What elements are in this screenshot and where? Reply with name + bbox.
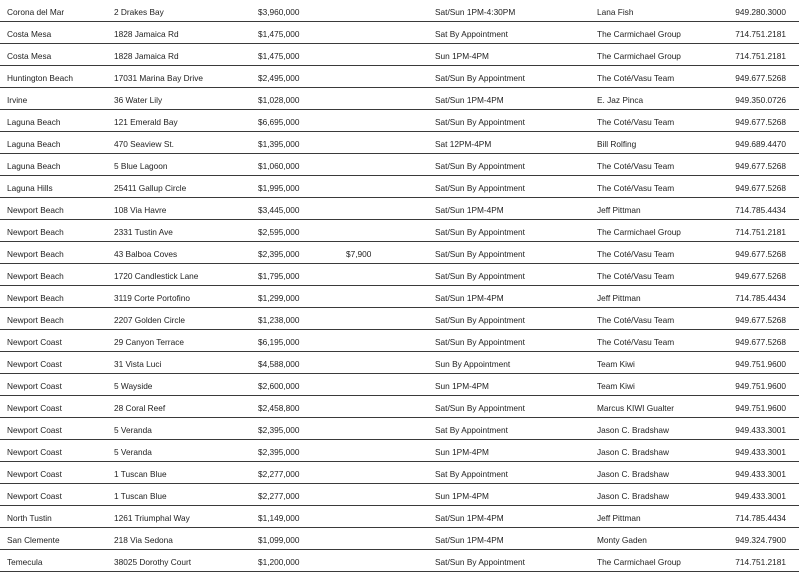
- listing-city: Costa Mesa: [7, 51, 52, 61]
- listing-city: Newport Coast: [7, 491, 62, 501]
- table-row: [0, 22, 799, 44]
- listing-city: Newport Coast: [7, 403, 62, 413]
- listing-address: 2207 Golden Circle: [114, 315, 186, 325]
- listing-agent: Jason C. Bradshaw: [597, 469, 669, 479]
- table-row: [0, 220, 799, 242]
- listing-schedule: Sat/Sun 1PM-4PM: [435, 535, 504, 545]
- listing-city: Newport Coast: [7, 469, 62, 479]
- listing-price: $3,960,000: [258, 7, 300, 17]
- listing-city: Corona del Mar: [7, 7, 65, 17]
- listing-phone: 714.751.2181: [735, 227, 786, 237]
- listing-price: $1,060,000: [258, 161, 300, 171]
- listing-address: 36 Water Lily: [114, 95, 163, 105]
- table-row: [0, 286, 799, 308]
- table-row: [0, 176, 799, 198]
- listing-agent: The Carmichael Group: [597, 51, 681, 61]
- listing-address: 218 Via Sedona: [114, 535, 173, 545]
- listing-phone: 714.751.2181: [735, 557, 786, 567]
- listing-address: 108 Via Havre: [114, 205, 167, 215]
- listing-phone: 949.677.5268: [735, 117, 786, 127]
- table-row: [0, 132, 799, 154]
- table-row: [0, 110, 799, 132]
- listing-price: $2,595,000: [258, 227, 300, 237]
- listing-schedule: Sat/Sun By Appointment: [435, 337, 525, 347]
- listing-phone: 949.280.3000: [735, 7, 786, 17]
- listing-address: 31 Vista Luci: [114, 359, 162, 369]
- table-row: [0, 528, 799, 550]
- listing-schedule: Sat/Sun 1PM-4:30PM: [435, 7, 516, 17]
- listing-phone: 714.751.2181: [735, 51, 786, 61]
- listing-phone: 949.677.5268: [735, 315, 786, 325]
- listing-schedule: Sun 1PM-4PM: [435, 491, 489, 501]
- listing-address: 1 Tuscan Blue: [114, 491, 167, 501]
- listing-agent: The Coté/Vasu Team: [597, 337, 675, 347]
- listing-city: Temecula: [7, 557, 43, 567]
- listing-phone: 949.677.5268: [735, 271, 786, 281]
- listing-price: $2,458,800: [258, 403, 300, 413]
- listing-phone: 949.324.7900: [735, 535, 786, 545]
- listing-phone: 949.433.3001: [735, 447, 786, 457]
- table-row: [0, 396, 799, 418]
- listing-phone: 949.433.3001: [735, 491, 786, 501]
- listing-price: $2,277,000: [258, 469, 300, 479]
- listing-address: 121 Emerald Bay: [114, 117, 178, 127]
- listing-schedule: Sat/Sun By Appointment: [435, 271, 525, 281]
- listing-agent: The Coté/Vasu Team: [597, 161, 675, 171]
- listing-agent: The Coté/Vasu Team: [597, 117, 675, 127]
- listing-city: Laguna Hills: [7, 183, 53, 193]
- listing-price: $1,149,000: [258, 513, 300, 523]
- listing-schedule: Sun By Appointment: [435, 359, 511, 369]
- listing-city: Costa Mesa: [7, 29, 52, 39]
- listing-price: $4,588,000: [258, 359, 300, 369]
- listing-city: Newport Beach: [7, 315, 64, 325]
- table-row: [0, 264, 799, 286]
- listing-agent: Monty Gaden: [597, 535, 647, 545]
- listing-city: Laguna Beach: [7, 117, 61, 127]
- listing-phone: 949.751.9600: [735, 381, 786, 391]
- listing-agent: Jason C. Bradshaw: [597, 491, 669, 501]
- listing-address: 1261 Triumphal Way: [114, 513, 190, 523]
- listing-schedule: Sat/Sun By Appointment: [435, 227, 525, 237]
- listing-city: Newport Coast: [7, 337, 62, 347]
- listing-address: 43 Balboa Coves: [114, 249, 178, 259]
- listing-schedule: Sat/Sun By Appointment: [435, 249, 525, 259]
- listing-price: $1,028,000: [258, 95, 300, 105]
- listing-phone: 949.677.5268: [735, 161, 786, 171]
- listing-agent: Jeff Pittman: [597, 293, 641, 303]
- listing-schedule: Sat/Sun By Appointment: [435, 161, 525, 171]
- listing-address: 1 Tuscan Blue: [114, 469, 167, 479]
- listing-city: Laguna Beach: [7, 139, 61, 149]
- listing-phone: 714.751.2181: [735, 29, 786, 39]
- table-row: [0, 462, 799, 484]
- listing-schedule: Sat/Sun By Appointment: [435, 73, 525, 83]
- listing-agent: Jeff Pittman: [597, 513, 641, 523]
- listing-phone: 714.785.4434: [735, 205, 786, 215]
- listing-phone: 949.350.0726: [735, 95, 786, 105]
- table-row: [0, 44, 799, 66]
- listing-agent: The Coté/Vasu Team: [597, 315, 675, 325]
- listing-agent: The Carmichael Group: [597, 557, 681, 567]
- listing-address: 3119 Corte Portofino: [114, 293, 190, 303]
- listing-price: $6,195,000: [258, 337, 300, 347]
- listing-city: Newport Beach: [7, 271, 64, 281]
- listing-address: 29 Canyon Terrace: [114, 337, 184, 347]
- listing-schedule: Sun 1PM-4PM: [435, 381, 489, 391]
- listing-schedule: Sat By Appointment: [435, 425, 508, 435]
- listing-price: $1,995,000: [258, 183, 300, 193]
- listing-phone: 949.677.5268: [735, 337, 786, 347]
- listing-schedule: Sat/Sun By Appointment: [435, 183, 525, 193]
- listing-phone: 714.785.4434: [735, 293, 786, 303]
- listing-phone: 949.677.5268: [735, 249, 786, 259]
- listing-price: $1,395,000: [258, 139, 300, 149]
- listing-address: 2 Drakes Bay: [114, 7, 164, 17]
- listing-agent: The Carmichael Group: [597, 227, 681, 237]
- listing-city: Huntington Beach: [7, 73, 73, 83]
- listing-schedule: Sat/Sun 1PM-4PM: [435, 513, 504, 523]
- listing-agent: Bill Rolfing: [597, 139, 637, 149]
- listing-agent: The Coté/Vasu Team: [597, 249, 675, 259]
- table-row: [0, 440, 799, 462]
- listing-schedule: Sat/Sun 1PM-4PM: [435, 95, 504, 105]
- table-row: [0, 374, 799, 396]
- listing-agent: The Carmichael Group: [597, 29, 681, 39]
- listing-address: 5 Blue Lagoon: [114, 161, 168, 171]
- listing-price: $2,600,000: [258, 381, 300, 391]
- listing-agent: Team Kiwi: [597, 359, 635, 369]
- listing-schedule: Sat/Sun 1PM-4PM: [435, 205, 504, 215]
- listing-phone: 949.751.9600: [735, 359, 786, 369]
- table-row: [0, 330, 799, 352]
- listing-price: $2,395,000: [258, 447, 300, 457]
- listing-phone: 949.689.4470: [735, 139, 786, 149]
- listing-city: North Tustin: [7, 513, 52, 523]
- listing-agent: Jason C. Bradshaw: [597, 447, 669, 457]
- table-row: [0, 418, 799, 440]
- listing-city: Newport Coast: [7, 425, 62, 435]
- listing-agent: The Coté/Vasu Team: [597, 73, 675, 83]
- listing-price: $2,495,000: [258, 73, 300, 83]
- listing-agent: Jason C. Bradshaw: [597, 425, 669, 435]
- table-row: [0, 0, 799, 22]
- listing-price: $2,395,000: [258, 249, 300, 259]
- listing-price: $2,277,000: [258, 491, 300, 501]
- listing-phone: 714.785.4434: [735, 513, 786, 523]
- listing-schedule: Sat By Appointment: [435, 29, 508, 39]
- listing-address: 1828 Jamaica Rd: [114, 29, 179, 39]
- listing-city: Newport Beach: [7, 293, 64, 303]
- listing-price: $1,200,000: [258, 557, 300, 567]
- listing-schedule: Sat/Sun 1PM-4PM: [435, 293, 504, 303]
- listing-address: 17031 Marina Bay Drive: [114, 73, 204, 83]
- listing-price: $1,795,000: [258, 271, 300, 281]
- listing-address: 2331 Tustin Ave: [114, 227, 173, 237]
- listing-address: 25411 Gallup Circle: [114, 183, 187, 193]
- listing-schedule: Sat/Sun By Appointment: [435, 315, 525, 325]
- listing-schedule: Sat/Sun By Appointment: [435, 403, 525, 413]
- table-row: [0, 352, 799, 374]
- listing-agent: Marcus KIWI Gualter: [597, 403, 674, 413]
- listing-address: 38025 Dorothy Court: [114, 557, 192, 567]
- listing-price: $3,445,000: [258, 205, 300, 215]
- listing-address: 28 Coral Reef: [114, 403, 166, 413]
- listing-price: $1,475,000: [258, 29, 300, 39]
- listing-price: $1,099,000: [258, 535, 300, 545]
- listing-city: Newport Beach: [7, 249, 64, 259]
- listing-phone: 949.433.3001: [735, 469, 786, 479]
- listing-phone: 949.433.3001: [735, 425, 786, 435]
- listing-schedule: Sat/Sun By Appointment: [435, 117, 525, 127]
- table-row: [0, 308, 799, 330]
- table-row: [0, 154, 799, 176]
- listing-price: $1,299,000: [258, 293, 300, 303]
- listing-price: $6,695,000: [258, 117, 300, 127]
- listing-price: $1,475,000: [258, 51, 300, 61]
- listing-city: San Clemente: [7, 535, 60, 545]
- listing-schedule: Sat 12PM-4PM: [435, 139, 492, 149]
- table-row: [0, 506, 799, 528]
- listing-city: Newport Coast: [7, 447, 62, 457]
- listing-agent: Team Kiwi: [597, 381, 635, 391]
- listing-address: 1720 Candlestick Lane: [114, 271, 199, 281]
- table-row: [0, 550, 799, 572]
- table-row: [0, 242, 799, 264]
- table-row: [0, 484, 799, 506]
- listing-rent: $7,900: [346, 249, 372, 259]
- listing-schedule: Sat By Appointment: [435, 469, 508, 479]
- listing-phone: 949.677.5268: [735, 73, 786, 83]
- listing-schedule: Sun 1PM-4PM: [435, 51, 489, 61]
- listing-address: 5 Veranda: [114, 447, 152, 457]
- listing-address: 5 Wayside: [114, 381, 153, 391]
- listing-agent: E. Jaz Pinca: [597, 95, 644, 105]
- listing-agent: Jeff Pittman: [597, 205, 641, 215]
- listing-address: 5 Veranda: [114, 425, 152, 435]
- listing-city: Newport Coast: [7, 359, 62, 369]
- listing-price: $1,238,000: [258, 315, 300, 325]
- listing-agent: The Coté/Vasu Team: [597, 183, 675, 193]
- listing-phone: 949.751.9600: [735, 403, 786, 413]
- listing-city: Irvine: [7, 95, 28, 105]
- listing-city: Laguna Beach: [7, 161, 61, 171]
- listing-city: Newport Beach: [7, 227, 64, 237]
- listing-phone: 949.677.5268: [735, 183, 786, 193]
- listing-agent: The Coté/Vasu Team: [597, 271, 675, 281]
- table-row: [0, 198, 799, 220]
- listing-city: Newport Coast: [7, 381, 62, 391]
- listing-address: 470 Seaview St.: [114, 139, 174, 149]
- table-row: [0, 88, 799, 110]
- listing-address: 1828 Jamaica Rd: [114, 51, 179, 61]
- listing-city: Newport Beach: [7, 205, 64, 215]
- listing-schedule: Sun 1PM-4PM: [435, 447, 489, 457]
- listing-schedule: Sat/Sun By Appointment: [435, 557, 525, 567]
- listing-price: $2,395,000: [258, 425, 300, 435]
- listing-agent: Lana Fish: [597, 7, 634, 17]
- table-row: [0, 66, 799, 88]
